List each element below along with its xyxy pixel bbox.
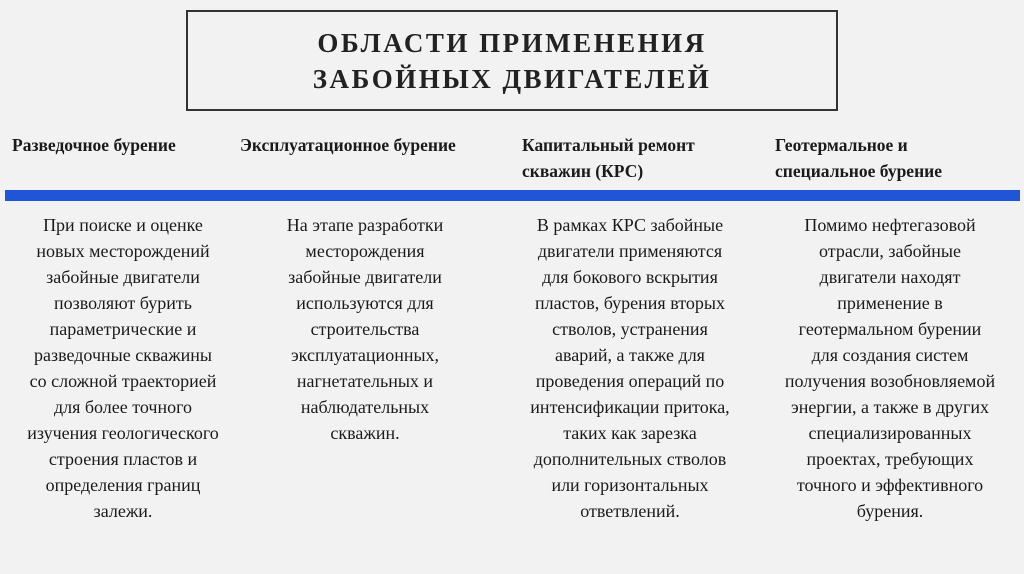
body-line: Помимо нефтегазовой (804, 215, 976, 235)
column-header-workover (522, 132, 695, 184)
body-line: На этапе разработки (286, 215, 444, 235)
body-line: отрасли, забойные (818, 241, 962, 261)
body-line: залежи. (93, 501, 153, 521)
column-body (245, 212, 485, 446)
body-line: специализированных (808, 423, 972, 443)
body-line: строения пластов и (48, 449, 198, 469)
title-line: ЗАБОЙНЫХ ДВИГАТЕЛЕЙ (312, 63, 712, 94)
column-body (505, 212, 755, 524)
body-line: определения границ (45, 475, 201, 495)
body-line: интенсификации притока, (530, 397, 730, 417)
body-line: изучения геологического (27, 423, 219, 443)
body-line: проведения операций по (535, 371, 725, 391)
body-line: нагнетательных и (296, 371, 434, 391)
body-line: забойные двигатели (288, 267, 442, 287)
title-line: ОБЛАСТИ ПРИМЕНЕНИЯ (317, 27, 707, 58)
header-line: Геотермальное и (775, 135, 908, 155)
body-line: строительства (310, 319, 420, 339)
column-body (760, 212, 1020, 524)
body-line: месторождения (305, 241, 425, 261)
body-line: для бокового вскрытия (542, 267, 718, 287)
body-line: ответвлений. (580, 501, 680, 521)
body-line: параметрические и (49, 319, 197, 339)
body-line: со сложной траекторией (29, 371, 217, 391)
body-line: скважин. (330, 423, 400, 443)
body-line: геотермальном бурении (798, 319, 982, 339)
body-line: дополнительных стволов (533, 449, 727, 469)
body-line: или горизонтальных (551, 475, 709, 495)
body-line: проектах, требующих (806, 449, 974, 469)
body-line: аварий, а также для (555, 345, 705, 365)
column-header-geothermal (775, 132, 942, 184)
slide-title (186, 10, 838, 111)
body-line: применение в (837, 293, 943, 313)
body-line: энергии, а также в других (791, 397, 989, 417)
body-line: При поиске и оценке (43, 215, 203, 235)
body-line: получения возобновляемой (784, 371, 996, 391)
body-line: наблюдательных (300, 397, 430, 417)
column-body (3, 212, 243, 524)
body-line: для более точного (53, 397, 193, 417)
header-line: скважин (КРС) (522, 161, 644, 181)
body-line: забойные двигатели (46, 267, 200, 287)
body-line: В рамках КРС забойные (536, 215, 724, 235)
body-line: разведочные скважины (34, 345, 212, 365)
body-line: для создания систем (811, 345, 969, 365)
body-line: позволяют бурить (54, 293, 192, 313)
body-line: двигатели применяются (537, 241, 723, 261)
divider-bar (5, 190, 1020, 201)
body-line: используются для (296, 293, 434, 313)
column-header-exploration (12, 132, 176, 158)
header-line: Разведочное бурение (12, 135, 176, 155)
body-line: новых месторождений (36, 241, 210, 261)
body-line: эксплуатационных, (290, 345, 440, 365)
body-line: стволов, устранения (552, 319, 708, 339)
body-line: бурения. (856, 501, 924, 521)
body-line: пластов, бурения вторых (534, 293, 725, 313)
column-header-production (240, 132, 456, 158)
body-line: таких как зарезка (563, 423, 697, 443)
header-line: специальное бурение (775, 161, 943, 181)
body-line: двигатели находят (819, 267, 961, 287)
header-line: Капитальный ремонт (522, 135, 695, 155)
body-line: точного и эффективного (796, 475, 984, 495)
header-line: Эксплуатационное бурение (240, 135, 456, 155)
